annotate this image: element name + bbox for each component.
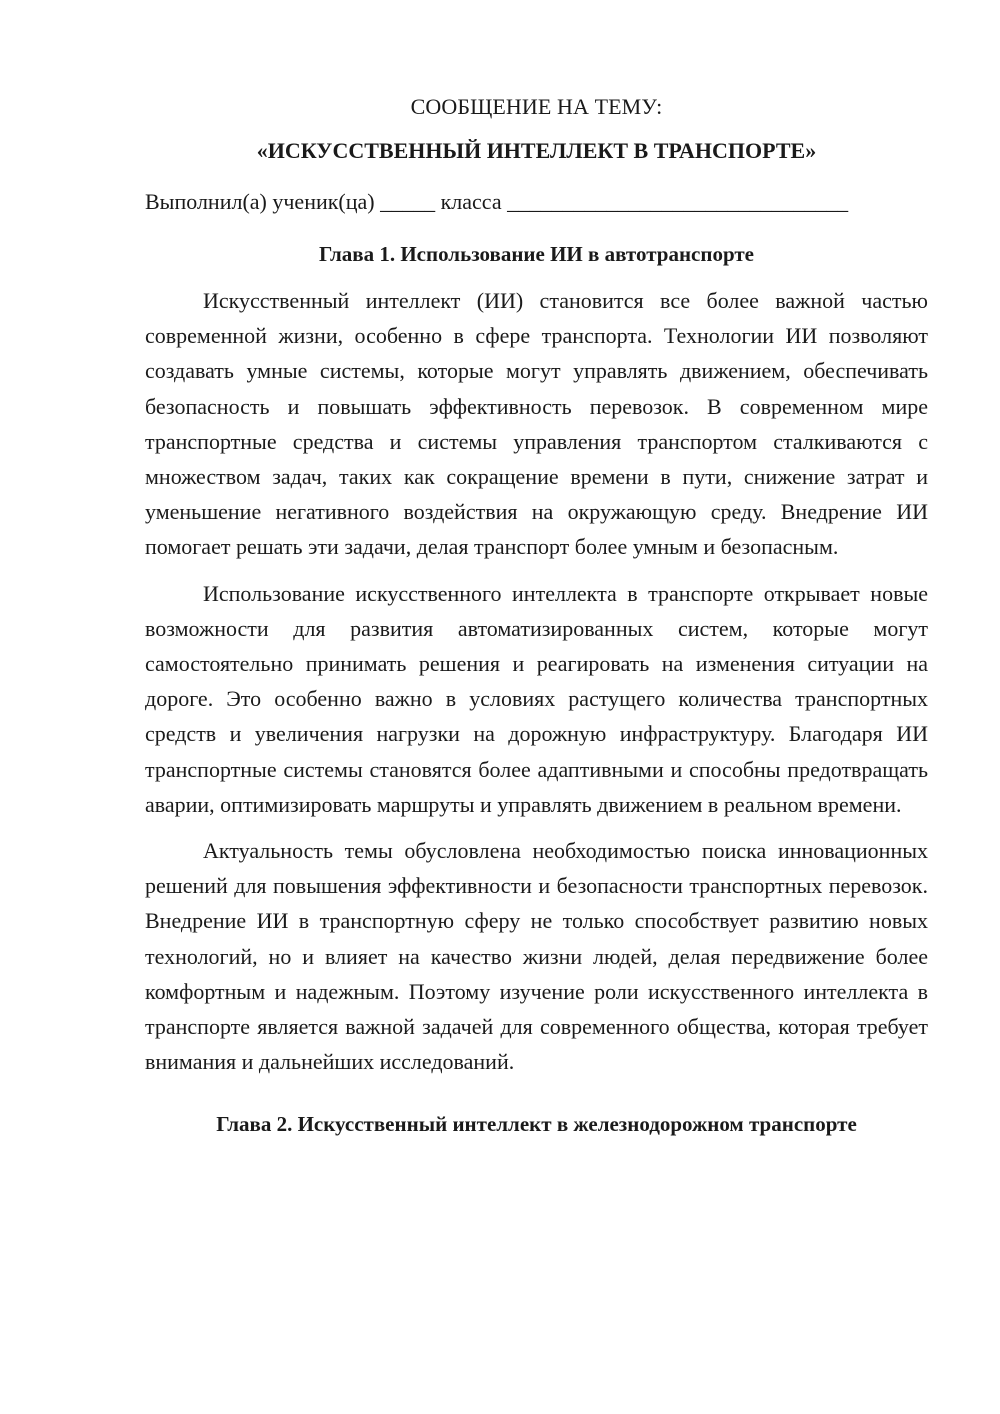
document-title: СООБЩЕНИЕ НА ТЕМУ:	[410, 94, 663, 119]
chapter-1-paragraph-2: Использование искусственного интеллекта в транспорте открывает новые возможности для развития автоматизированных систем, которые могут самостоятельно принимать решения и реагировать на изменения ситуации на дороге. Это особенно важно в условиях растущего количества транспортных средств и увеличения нагрузки на дорожную инфраструктуру. Благодаря ИИ транспортные системы становятся более адаптивными и способны предотвращать аварии, оптимизировать маршруты и управлять движением в реальном времени.	[145, 580, 928, 817]
chapter-2-heading: Глава 2. Искусственный интеллект в железнодорожном транспорте	[216, 1112, 857, 1137]
document-topic: «ИСКУССТВЕННЫЙ ИНТЕЛЛЕКТ В ТРАНСПОРТЕ»	[256, 138, 817, 163]
author-line: Выполнил(а) ученик(ца) _____ класса _______________________________	[145, 189, 849, 214]
chapter-1-heading: Глава 1. Использование ИИ в автотранспорте	[318, 242, 755, 266]
chapter-1-paragraph-1: Искусственный интеллект (ИИ) становится все более важной частью современной жизни, особенно в сфере транспорта. Технологии ИИ позволяют создавать умные системы, которые могут управлять движением, обеспечивать безопасность и повышать эффективность перевозок. В современном мире транспортные средства и системы управления транспортом сталкиваются с множеством задач, таких как сокращение времени в пути, снижение затрат и уменьшение негативного воздействия на окружающую среду. Внедрение ИИ помогает решать эти задачи, делая транспорт более умным и безопасным.	[145, 288, 928, 560]
chapter-1-paragraph-3: Актуальность темы обусловлена необходимостью поиска инновационных решений для повышения эффективности и безопасности транспортных перевозок. Внедрение ИИ в транспортную сферу не только способствует развитию новых технологий, но и влияет на качество жизни людей, делая передвижение более комфортным и надежным. Поэтому изучение роли искусственного интеллекта в транспорте является важной задачей для современного общества, которая требует внимания и дальнейших исследований.	[145, 838, 928, 1075]
document-page	[145, 92, 928, 1139]
